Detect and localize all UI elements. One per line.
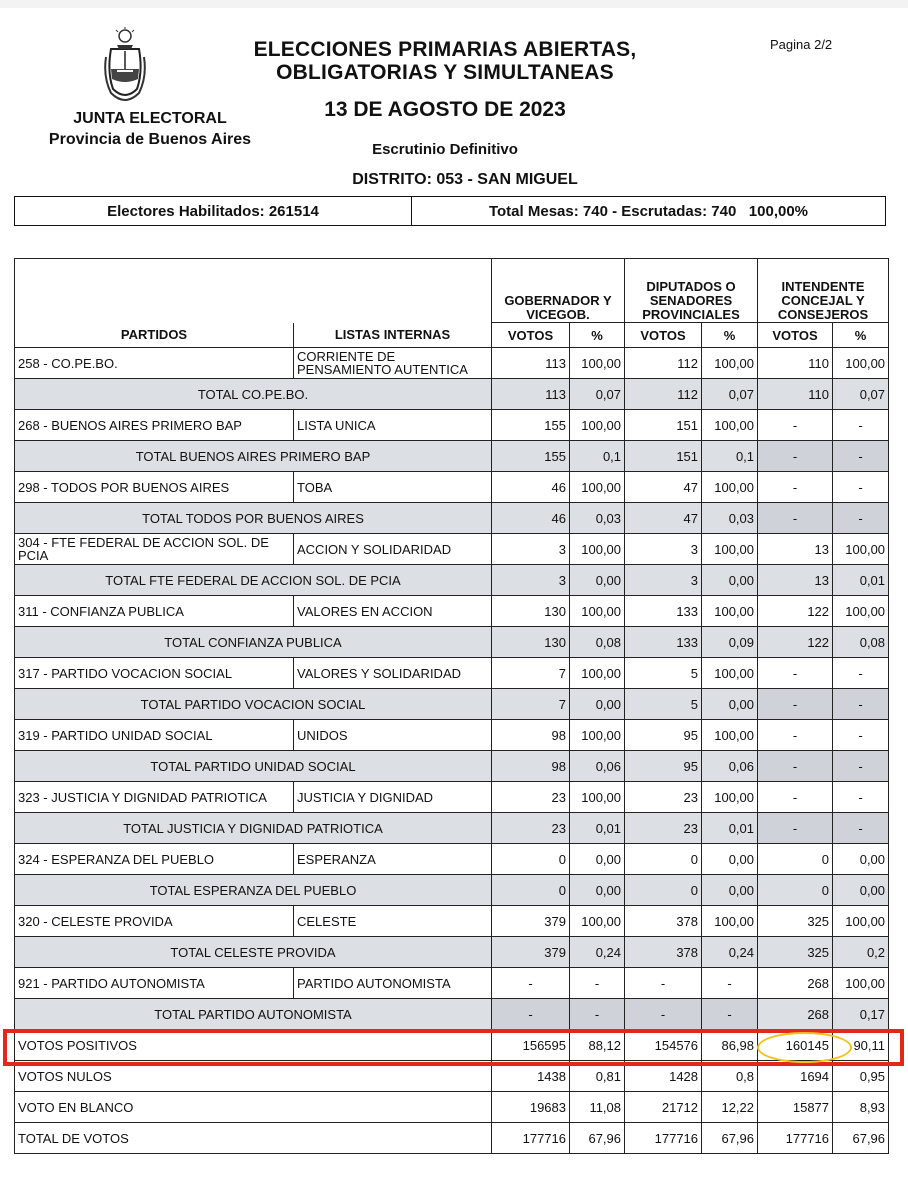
partido-cell: 323 - JUSTICIA Y DIGNIDAD PATRIOTICA bbox=[15, 782, 294, 813]
lista-cell: ACCION Y SOLIDARIDAD bbox=[294, 534, 492, 565]
votos-cell: 156595 bbox=[492, 1030, 570, 1061]
total-row bbox=[15, 627, 889, 658]
lista-cell: UNIDOS bbox=[294, 720, 492, 751]
votos-cell: 0 bbox=[758, 844, 833, 875]
votos-cell: 0 bbox=[758, 875, 833, 906]
votos-cell: 155 bbox=[492, 441, 570, 472]
votos-cell: 3 bbox=[492, 534, 570, 565]
col-partidos: PARTIDOS bbox=[15, 323, 294, 348]
pct-cell: - bbox=[833, 503, 889, 534]
pct-cell: 100,00 bbox=[702, 348, 758, 379]
total-row bbox=[15, 751, 889, 782]
party-row bbox=[15, 348, 889, 379]
highlight-circle-intendente bbox=[757, 1032, 852, 1063]
election-date: 13 DE AGOSTO DE 2023 bbox=[324, 98, 566, 121]
party-row bbox=[15, 658, 889, 689]
votos-cell: 177716 bbox=[492, 1123, 570, 1154]
pct-cell: - bbox=[570, 999, 625, 1030]
votos-cell: 23 bbox=[625, 813, 702, 844]
pct-cell: 11,08 bbox=[570, 1092, 625, 1123]
total-row bbox=[15, 565, 889, 596]
votos-cell: 110 bbox=[758, 348, 833, 379]
lista-cell: VALORES Y SOLIDARIDAD bbox=[294, 658, 492, 689]
votos-cell: 47 bbox=[625, 503, 702, 534]
group-intendente: INTENDENTE CONCEJAL Y CONSEJEROS bbox=[758, 259, 889, 323]
pct-cell: 100,00 bbox=[833, 596, 889, 627]
total-name-cell: TOTAL CONFIANZA PUBLICA bbox=[15, 627, 492, 658]
total-name-cell: TOTAL BUENOS AIRES PRIMERO BAP bbox=[15, 441, 492, 472]
pct-cell: - bbox=[833, 472, 889, 503]
col-listas: LISTAS INTERNAS bbox=[294, 323, 492, 348]
votos-cell: 113 bbox=[492, 348, 570, 379]
pct-cell: 0,07 bbox=[833, 379, 889, 410]
total-name-cell: TOTAL PARTIDO VOCACION SOCIAL bbox=[15, 689, 492, 720]
votos-cell: - bbox=[492, 999, 570, 1030]
pct-cell: 0,07 bbox=[570, 379, 625, 410]
org-line1: JUNTA ELECTORAL bbox=[73, 110, 227, 127]
votos-cell: 110 bbox=[758, 379, 833, 410]
col-pct-int: % bbox=[833, 323, 889, 348]
top-edge bbox=[0, 0, 908, 8]
votos-cell: 325 bbox=[758, 906, 833, 937]
col-votos-dip: VOTOS bbox=[625, 323, 702, 348]
votos-cell: 122 bbox=[758, 627, 833, 658]
pct-cell: 0,00 bbox=[570, 565, 625, 596]
votos-cell: 23 bbox=[492, 813, 570, 844]
total-mesas: Total Mesas: 740 - Escrutadas: 740 100,00% bbox=[488, 202, 809, 220]
pct-cell: 100,00 bbox=[702, 596, 758, 627]
pct-cell: 86,98 bbox=[702, 1030, 758, 1061]
results-table bbox=[14, 258, 889, 1154]
pct-cell: 100,00 bbox=[702, 782, 758, 813]
pct-cell: 0,01 bbox=[570, 813, 625, 844]
votos-cell: 3 bbox=[625, 534, 702, 565]
votos-cell: 154576 bbox=[625, 1030, 702, 1061]
total-name-cell: TOTAL PARTIDO UNIDAD SOCIAL bbox=[15, 751, 492, 782]
pct-cell: 0,03 bbox=[702, 503, 758, 534]
pct-cell: - bbox=[702, 968, 758, 999]
votos-cell: 3 bbox=[625, 565, 702, 596]
party-row bbox=[15, 410, 889, 441]
total-row bbox=[15, 999, 889, 1030]
pct-cell: - bbox=[833, 658, 889, 689]
pct-cell: 0,95 bbox=[833, 1061, 889, 1092]
pct-cell: 0,24 bbox=[702, 937, 758, 968]
lista-cell: LISTA UNICA bbox=[294, 410, 492, 441]
votos-cell: 15877 bbox=[758, 1092, 833, 1123]
votos-cell: 19683 bbox=[492, 1092, 570, 1123]
votos-cell: 155 bbox=[492, 410, 570, 441]
title-line2: OBLIGATORIAS Y SIMULTANEAS bbox=[276, 61, 614, 84]
votos-cell: - bbox=[758, 658, 833, 689]
summary-row bbox=[15, 1092, 889, 1123]
total-row bbox=[15, 875, 889, 906]
partido-cell: 320 - CELESTE PROVIDA bbox=[15, 906, 294, 937]
pct-cell: 100,00 bbox=[702, 720, 758, 751]
pct-cell: 0,00 bbox=[702, 689, 758, 720]
partido-cell: 311 - CONFIANZA PUBLICA bbox=[15, 596, 294, 627]
pct-cell: 100,00 bbox=[702, 472, 758, 503]
votos-cell: 151 bbox=[625, 410, 702, 441]
pct-cell: - bbox=[702, 999, 758, 1030]
pct-cell: 0,00 bbox=[570, 875, 625, 906]
summary-name-cell: VOTO EN BLANCO bbox=[15, 1092, 492, 1123]
group-gobernador: GOBERNADOR Y VICEGOB. bbox=[492, 259, 625, 323]
votos-cell: 13 bbox=[758, 565, 833, 596]
pct-cell: 100,00 bbox=[570, 596, 625, 627]
total-row bbox=[15, 937, 889, 968]
document-title bbox=[200, 38, 690, 84]
pct-cell: 67,96 bbox=[833, 1123, 889, 1154]
title-line1: ELECCIONES PRIMARIAS ABIERTAS, bbox=[253, 38, 637, 61]
lista-cell: CORRIENTE DE PENSAMIENTO AUTENTICA bbox=[294, 348, 492, 379]
col-votos-int: VOTOS bbox=[758, 323, 833, 348]
subtitle: Escrutinio Definitivo bbox=[372, 141, 518, 158]
votos-cell: 7 bbox=[492, 689, 570, 720]
pct-cell: 0,00 bbox=[833, 844, 889, 875]
votos-cell: 130 bbox=[492, 596, 570, 627]
pct-cell: 0,06 bbox=[570, 751, 625, 782]
pct-cell: 100,00 bbox=[833, 906, 889, 937]
partido-cell: 324 - ESPERANZA DEL PUEBLO bbox=[15, 844, 294, 875]
partido-cell: 921 - PARTIDO AUTONOMISTA bbox=[15, 968, 294, 999]
pct-cell: 0,24 bbox=[570, 937, 625, 968]
pct-cell: 0,8 bbox=[702, 1061, 758, 1092]
votos-cell: 379 bbox=[492, 937, 570, 968]
col-votos-gob: VOTOS bbox=[492, 323, 570, 348]
district: DISTRITO: 053 - SAN MIGUEL bbox=[352, 171, 578, 188]
pct-cell: 0,00 bbox=[570, 844, 625, 875]
pct-cell: 0,08 bbox=[570, 627, 625, 658]
votos-cell: 0 bbox=[625, 875, 702, 906]
votos-cell: 46 bbox=[492, 472, 570, 503]
pct-cell: 100,00 bbox=[570, 782, 625, 813]
votos-cell: 98 bbox=[492, 751, 570, 782]
pct-cell: - bbox=[570, 968, 625, 999]
votos-cell: - bbox=[758, 813, 833, 844]
votos-cell: 0 bbox=[625, 844, 702, 875]
votos-cell: 23 bbox=[492, 782, 570, 813]
pct-cell: 100,00 bbox=[570, 410, 625, 441]
pct-cell: 0,00 bbox=[702, 844, 758, 875]
pct-cell: 0,01 bbox=[702, 813, 758, 844]
votos-cell: 95 bbox=[625, 751, 702, 782]
partido-cell: 258 - CO.PE.BO. bbox=[15, 348, 294, 379]
votos-cell: 325 bbox=[758, 937, 833, 968]
lista-cell: ESPERANZA bbox=[294, 844, 492, 875]
coat-of-arms-icon bbox=[103, 27, 147, 105]
pct-cell: 0,1 bbox=[702, 441, 758, 472]
party-row bbox=[15, 596, 889, 627]
votos-cell: 13 bbox=[758, 534, 833, 565]
total-row bbox=[15, 503, 889, 534]
total-row bbox=[15, 379, 889, 410]
votos-cell: 1428 bbox=[625, 1061, 702, 1092]
votos-cell: - bbox=[758, 503, 833, 534]
total-row bbox=[15, 689, 889, 720]
partido-cell: 268 - BUENOS AIRES PRIMERO BAP bbox=[15, 410, 294, 441]
group-diputados: DIPUTADOS O SENADORES PROVINCIALES bbox=[625, 259, 758, 323]
votos-cell: 0 bbox=[492, 875, 570, 906]
partido-cell: 317 - PARTIDO VOCACION SOCIAL bbox=[15, 658, 294, 689]
col-pct-dip: % bbox=[702, 323, 758, 348]
votos-cell: 23 bbox=[625, 782, 702, 813]
votos-cell: 5 bbox=[625, 658, 702, 689]
lista-cell: VALORES EN ACCION bbox=[294, 596, 492, 627]
pct-cell: 100,00 bbox=[833, 348, 889, 379]
pct-cell: 8,93 bbox=[833, 1092, 889, 1123]
summary-row bbox=[15, 1123, 889, 1154]
votos-cell: 379 bbox=[492, 906, 570, 937]
pct-cell: 0,1 bbox=[570, 441, 625, 472]
total-name-cell: TOTAL JUSTICIA Y DIGNIDAD PATRIOTICA bbox=[15, 813, 492, 844]
votos-cell: 112 bbox=[625, 348, 702, 379]
pct-cell: 100,00 bbox=[570, 906, 625, 937]
pct-cell: 0,08 bbox=[833, 627, 889, 658]
party-row bbox=[15, 472, 889, 503]
pct-cell: 0,00 bbox=[702, 875, 758, 906]
votos-cell: - bbox=[625, 968, 702, 999]
pct-cell: 100,00 bbox=[570, 720, 625, 751]
summary-name-cell: VOTOS POSITIVOS bbox=[15, 1030, 492, 1061]
summary-name-cell: TOTAL DE VOTOS bbox=[15, 1123, 492, 1154]
total-name-cell: TOTAL FTE FEDERAL DE ACCION SOL. DE PCIA bbox=[15, 565, 492, 596]
votos-cell: - bbox=[758, 410, 833, 441]
votos-cell: 378 bbox=[625, 937, 702, 968]
pct-cell: 67,96 bbox=[702, 1123, 758, 1154]
pct-cell: - bbox=[833, 813, 889, 844]
pct-cell: 0,00 bbox=[833, 875, 889, 906]
pct-cell: 100,00 bbox=[570, 472, 625, 503]
votos-cell: 177716 bbox=[758, 1123, 833, 1154]
partido-cell: 298 - TODOS POR BUENOS AIRES bbox=[15, 472, 294, 503]
votos-cell: - bbox=[758, 472, 833, 503]
org-line2: Provincia de Buenos Aires bbox=[48, 131, 252, 148]
pct-cell: 90,11 bbox=[833, 1030, 889, 1061]
votos-cell: 268 bbox=[758, 999, 833, 1030]
pct-cell: 0,17 bbox=[833, 999, 889, 1030]
col-pct-gob: % bbox=[570, 323, 625, 348]
votos-cell: - bbox=[758, 782, 833, 813]
pct-cell: 100,00 bbox=[702, 658, 758, 689]
pct-cell: 100,00 bbox=[702, 410, 758, 441]
pct-cell: 67,96 bbox=[570, 1123, 625, 1154]
votos-cell: 21712 bbox=[625, 1092, 702, 1123]
lista-cell: JUSTICIA Y DIGNIDAD bbox=[294, 782, 492, 813]
party-row bbox=[15, 968, 889, 999]
pct-cell: 0,81 bbox=[570, 1061, 625, 1092]
total-name-cell: TOTAL CELESTE PROVIDA bbox=[15, 937, 492, 968]
votos-cell: 113 bbox=[492, 379, 570, 410]
page-number: Pagina 2/2 bbox=[770, 37, 833, 52]
pct-cell: 100,00 bbox=[833, 968, 889, 999]
lista-cell: PARTIDO AUTONOMISTA bbox=[294, 968, 492, 999]
pct-cell: - bbox=[833, 441, 889, 472]
votos-cell: 95 bbox=[625, 720, 702, 751]
pct-cell: 100,00 bbox=[702, 534, 758, 565]
pct-cell: - bbox=[833, 782, 889, 813]
votos-cell: 3 bbox=[492, 565, 570, 596]
votos-cell: 133 bbox=[625, 596, 702, 627]
pct-cell: 0,2 bbox=[833, 937, 889, 968]
votos-cell: 133 bbox=[625, 627, 702, 658]
pct-cell: - bbox=[833, 410, 889, 441]
votos-cell: 177716 bbox=[625, 1123, 702, 1154]
votos-cell: - bbox=[625, 999, 702, 1030]
summary-name-cell: VOTOS NULOS bbox=[15, 1061, 492, 1092]
pct-cell: 100,00 bbox=[570, 658, 625, 689]
partido-cell: 319 - PARTIDO UNIDAD SOCIAL bbox=[15, 720, 294, 751]
votos-cell: 98 bbox=[492, 720, 570, 751]
pct-cell: 0,09 bbox=[702, 627, 758, 658]
total-name-cell: TOTAL ESPERANZA DEL PUEBLO bbox=[15, 875, 492, 906]
total-row bbox=[15, 441, 889, 472]
votos-cell: 151 bbox=[625, 441, 702, 472]
votos-cell: 46 bbox=[492, 503, 570, 534]
votos-cell: 160145 bbox=[758, 1030, 833, 1061]
votos-cell: 1694 bbox=[758, 1061, 833, 1092]
votos-cell: 130 bbox=[492, 627, 570, 658]
lista-cell: CELESTE bbox=[294, 906, 492, 937]
summary-box bbox=[14, 196, 886, 226]
pct-cell: 88,12 bbox=[570, 1030, 625, 1061]
pct-cell: 0,00 bbox=[570, 689, 625, 720]
votos-cell: 122 bbox=[758, 596, 833, 627]
total-name-cell: TOTAL CO.PE.BO. bbox=[15, 379, 492, 410]
pct-cell: - bbox=[833, 689, 889, 720]
header-blank bbox=[15, 259, 492, 323]
pct-cell: 12,22 bbox=[702, 1092, 758, 1123]
pct-cell: - bbox=[833, 720, 889, 751]
votos-cell: 268 bbox=[758, 968, 833, 999]
pct-cell: 0,06 bbox=[702, 751, 758, 782]
votos-cell: - bbox=[758, 441, 833, 472]
pct-cell: 100,00 bbox=[702, 906, 758, 937]
pct-cell: 100,00 bbox=[833, 534, 889, 565]
votos-cell: 1438 bbox=[492, 1061, 570, 1092]
votos-cell: 5 bbox=[625, 689, 702, 720]
votos-cell: 378 bbox=[625, 906, 702, 937]
party-row bbox=[15, 906, 889, 937]
pct-cell: 0,07 bbox=[702, 379, 758, 410]
party-row bbox=[15, 844, 889, 875]
pct-cell: - bbox=[833, 751, 889, 782]
votos-cell: 0 bbox=[492, 844, 570, 875]
party-row bbox=[15, 720, 889, 751]
votos-cell: - bbox=[758, 689, 833, 720]
votos-cell: 47 bbox=[625, 472, 702, 503]
lista-cell: TOBA bbox=[294, 472, 492, 503]
votos-cell: - bbox=[492, 968, 570, 999]
pct-cell: 0,01 bbox=[833, 565, 889, 596]
votos-cell: 112 bbox=[625, 379, 702, 410]
pct-cell: 0,03 bbox=[570, 503, 625, 534]
party-row bbox=[15, 534, 889, 565]
total-row bbox=[15, 813, 889, 844]
pct-cell: 100,00 bbox=[570, 348, 625, 379]
partido-cell: 304 - FTE FEDERAL DE ACCION SOL. DE PCIA bbox=[15, 534, 294, 565]
electores-habilitados: Electores Habilitados: 261514 bbox=[15, 197, 412, 225]
total-name-cell: TOTAL TODOS POR BUENOS AIRES bbox=[15, 503, 492, 534]
party-row bbox=[15, 782, 889, 813]
votos-cell: - bbox=[758, 751, 833, 782]
votos-cell: 7 bbox=[492, 658, 570, 689]
total-name-cell: TOTAL PARTIDO AUTONOMISTA bbox=[15, 999, 492, 1030]
pct-cell: 0,00 bbox=[702, 565, 758, 596]
pct-cell: 100,00 bbox=[570, 534, 625, 565]
votos-cell: - bbox=[758, 720, 833, 751]
